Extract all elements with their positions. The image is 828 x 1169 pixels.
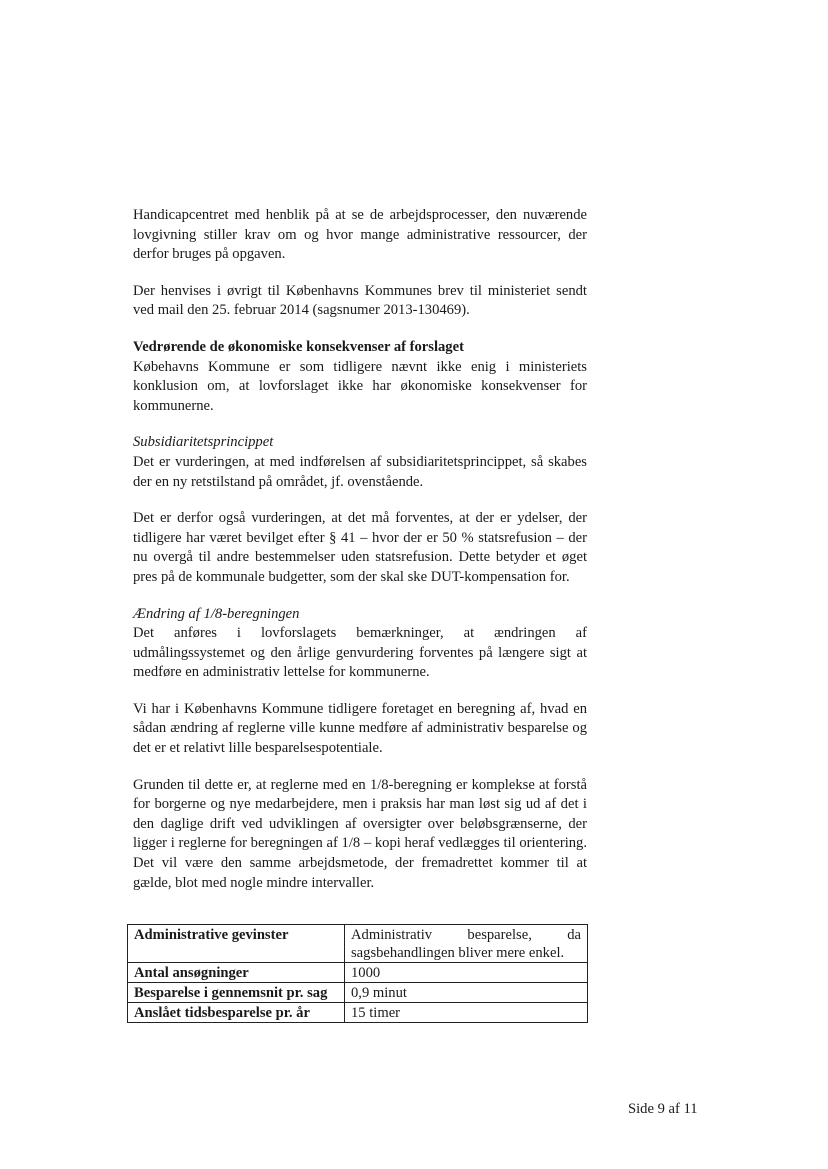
table-row [128, 925, 588, 963]
table-row [128, 1003, 588, 1023]
paragraph-subsidiarity-2: Det er derfor også vurderingen, at det må forventes, at der er ydelser, der tidligere har været bevilget efter § 41 – hvor der er 50 % statsrefusion – der nu overgå til andre bestemmelser uden statsrefusion. Dette betyder et øget pres på de kommunale budgetter, som der skal ske DUT-kompensation for. [133, 510, 587, 585]
paragraph-calculation-1: Det anføres i lovforslagets bemærkninger, at ændringen af udmålingssystemet og den årlige genvurdering forventes på længere sigt at medføre en administrativ lettelse for kommunerne. [133, 625, 587, 681]
table-cell-label: Anslået tidsbesparelse pr. år [128, 1003, 345, 1023]
page-number: Side 9 af 11 [628, 1101, 698, 1117]
paragraph-handicapcentret: Handicapcentret med henblik på at se de arbejdsprocesser, den nuværende lovgivning stiller krav om og hvor mange administrative ressourcer, der derfor bruges på opgaven. [133, 207, 587, 263]
section-calculation [133, 605, 587, 894]
table-row [128, 983, 588, 1003]
document-body [133, 206, 587, 910]
table-row [128, 963, 588, 983]
table-cell-label: Antal ansøgninger [128, 963, 345, 983]
table-cell-value: 15 timer [345, 1003, 588, 1023]
table-cell-value: Administrativ besparelse, da sagsbehandlingen bliver mere enkel. [345, 925, 588, 963]
table-cell-value: 0,9 minut [345, 983, 588, 1003]
paragraph-subsidiarity-1: Det er vurderingen, at med indførelsen af subsidiaritetsprincippet, så skabes der en ny retstilstand på området, jf. ovenstående. [133, 453, 587, 490]
paragraph-calculation-2: Vi har i Københavns Kommune tidligere foretaget en beregning af, hvad en sådan ændring af reglerne ville kunne medføre af administrativ besparelse og det er et relativt lille besparelsespotentiale. [133, 700, 587, 757]
savings-table [127, 924, 588, 1023]
section-heading-subsidiarity: Subsidiaritetsprincippet [133, 434, 274, 451]
table-cell-value: 1000 [345, 963, 588, 983]
paragraph-reference-letter: Der henvises i øvrigt til Københavns Kommunes brev til ministeriet sendt ved mail den 25. februar 2014 (sagsnumer 2013-130469). [133, 282, 587, 319]
paragraph-economic: Køb​ehavns Kommune er som tidligere nævnt ikke enig i ministeriets konklusion om, at lovforslaget ikke har økonomiske konsekvenser for kommunerne. [133, 358, 587, 414]
section-economic-consequences [133, 338, 587, 416]
paragraph-calculation-3: Grunden til dette er, at reglerne med en 1/8-beregning er komplekse at forstå for borgerne og nye medarbejdere, men i praksis har man løst sig ud af det i den daglige drift ved udviklingen af oversigter over beløbsgrænserne, der ligger i reglerne for beregningen af 1/8 – kopi heraf vedlægges til orientering. Det vil være den samme arbejdsmetode, der fremadrettet kommer til at gælde, blot med nogle mindre intervaller. [133, 776, 587, 891]
table-cell-label: Besparelse i gennemsnit pr. sag [128, 983, 345, 1003]
section-heading-economic: Vedrørende de økonomiske konsekvenser af forslaget [133, 338, 464, 355]
section-subsidiarity [133, 433, 587, 587]
table-cell-label: Administrative gevinster [128, 925, 345, 963]
section-heading-calculation: Ændring af 1/8-beregningen [133, 605, 300, 622]
